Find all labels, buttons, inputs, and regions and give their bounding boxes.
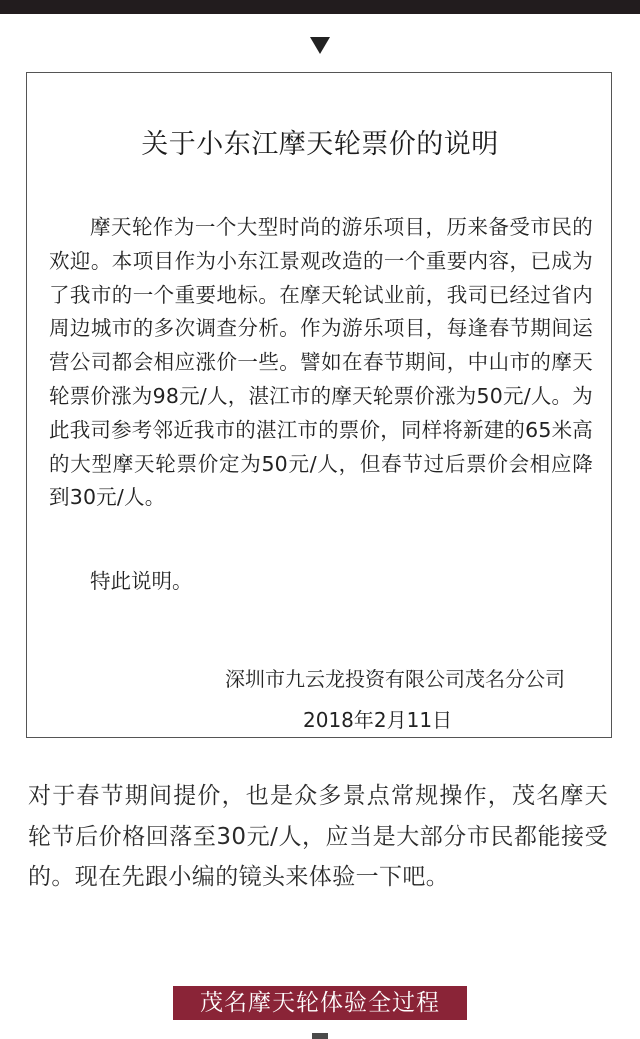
notice-title: 关于小东江摩天轮票价的说明: [141, 129, 499, 160]
notice-image: [26, 72, 612, 738]
section-heading: 茂名摩天轮体验全过程: [173, 986, 467, 1020]
notice-issuer: 深圳市九云龙投资有限公司茂名分公司: [225, 667, 565, 691]
article-paragraph: 对于春节期间提价，也是众多景点常规操作，茂名摩天轮节后价格回落至30元/人，应当是大部分市民都能接受的。现在先跟小编的镜头来体验一下吧。: [28, 783, 608, 890]
down-triangle-icon: [310, 37, 330, 54]
top-status-bar: [0, 0, 640, 14]
notice-body: 摩天轮作为一个大型时尚的游乐项目，历来备受市民的欢迎。本项目作为小东江景观改造的一个重要内容，已成为了我市的一个重要地标。在摩天轮试业前，我司已经过省内周边城市的多次调查分析。作为游乐项目，每逢春节期间运营公司都会相应涨价一些。譬如在春节期间，中山市的摩天轮票价涨为98元/人，湛江市的摩天轮票价涨为50元/人。为此我司参考邻近我市的湛江市的票价，同样将新建的65米高的大型摩天轮票价定为50元/人，但春节过后票价会相应降到30元/人。: [49, 215, 594, 510]
notice-closing: 特此说明。: [90, 569, 193, 593]
bottom-edge-mark: [312, 1033, 328, 1039]
notice-date: 2018年2月11日: [303, 708, 453, 732]
